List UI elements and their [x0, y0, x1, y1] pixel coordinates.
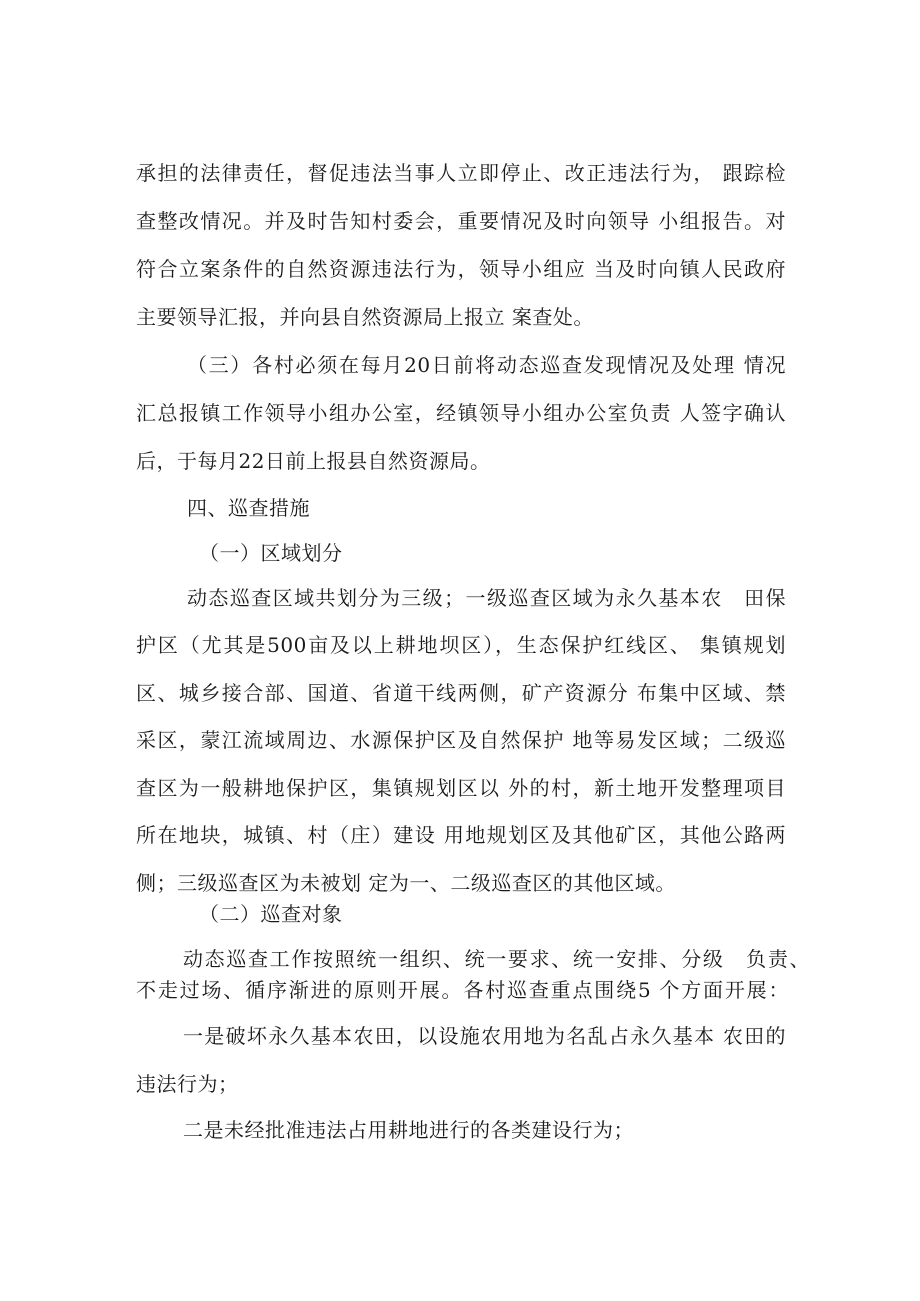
paragraph-line: 动态巡查区域共划分为三级；一级巡查区域为永久基本农 田保 [187, 586, 786, 610]
paragraph-line: 侧；三级巡查区为未被划 定为一、二级巡查区的其他区域。 [136, 871, 676, 895]
paragraph-line: （三）各村必须在每月20日前将动态巡查发现情况及处理 情况 [187, 353, 786, 377]
subsection-heading: （二）巡查对象 [199, 902, 343, 926]
paragraph-line: 查整改情况。并及时告知村委会，重要情况及时向领导 小组报告。对 [136, 209, 786, 233]
paragraph-line: 采区，蒙江流域周边、水源保护区及自然保护 地等易发区域；二级巡 [136, 728, 786, 752]
paragraph-line: 汇总报镇工作领导小组办公室，经镇领导小组办公室负责 人签字确认 [136, 401, 786, 425]
subsection-heading: （一）区域划分 [199, 541, 343, 565]
paragraph-line: 违法行为； [136, 1072, 239, 1096]
paragraph-line: 主要领导汇报，并向县自然资源局上报立 案查处。 [136, 305, 594, 329]
section-heading: 四、巡查措施 [187, 496, 310, 520]
paragraph-line: 符合立案条件的自然资源违法行为，领导小组应 当及时向镇人民政府 [136, 257, 786, 281]
paragraph-line: 所在地块，城镇、村（庄）建设 用地规划区及其他矿区，其他公路两 [136, 823, 786, 847]
paragraph-line: 动态巡查工作按照统一组织、统一要求、统一安排、分级 负责、 [183, 947, 810, 971]
paragraph-line: 二是未经批准违法占用耕地进行的各类建设行为； [183, 1118, 634, 1142]
paragraph-line: 后，于每月22日前上报县自然资源局。 [136, 449, 491, 473]
paragraph-line: 承担的法律责任，督促违法当事人立即停止、改正违法行为， 跟踪检 [136, 161, 786, 185]
paragraph-line: 区、城乡接合部、国道、省道干线两侧，矿产资源分 布集中区域、禁 [136, 681, 786, 705]
paragraph-line: 查区为一般耕地保护区，集镇规划区以 外的村，新土地开发整理项目 [136, 776, 786, 800]
paragraph-line: 护区（尤其是500亩及以上耕地坝区），生态保护红线区、 集镇规划 [136, 633, 786, 657]
paragraph-line: 一是破坏永久基本农田，以设施农用地为名乱占永久基本 农田的 [183, 1024, 786, 1048]
paragraph-line: 不走过场、循序渐进的原则开展。各村巡查重点围绕5 个方面开展： [136, 978, 789, 1002]
